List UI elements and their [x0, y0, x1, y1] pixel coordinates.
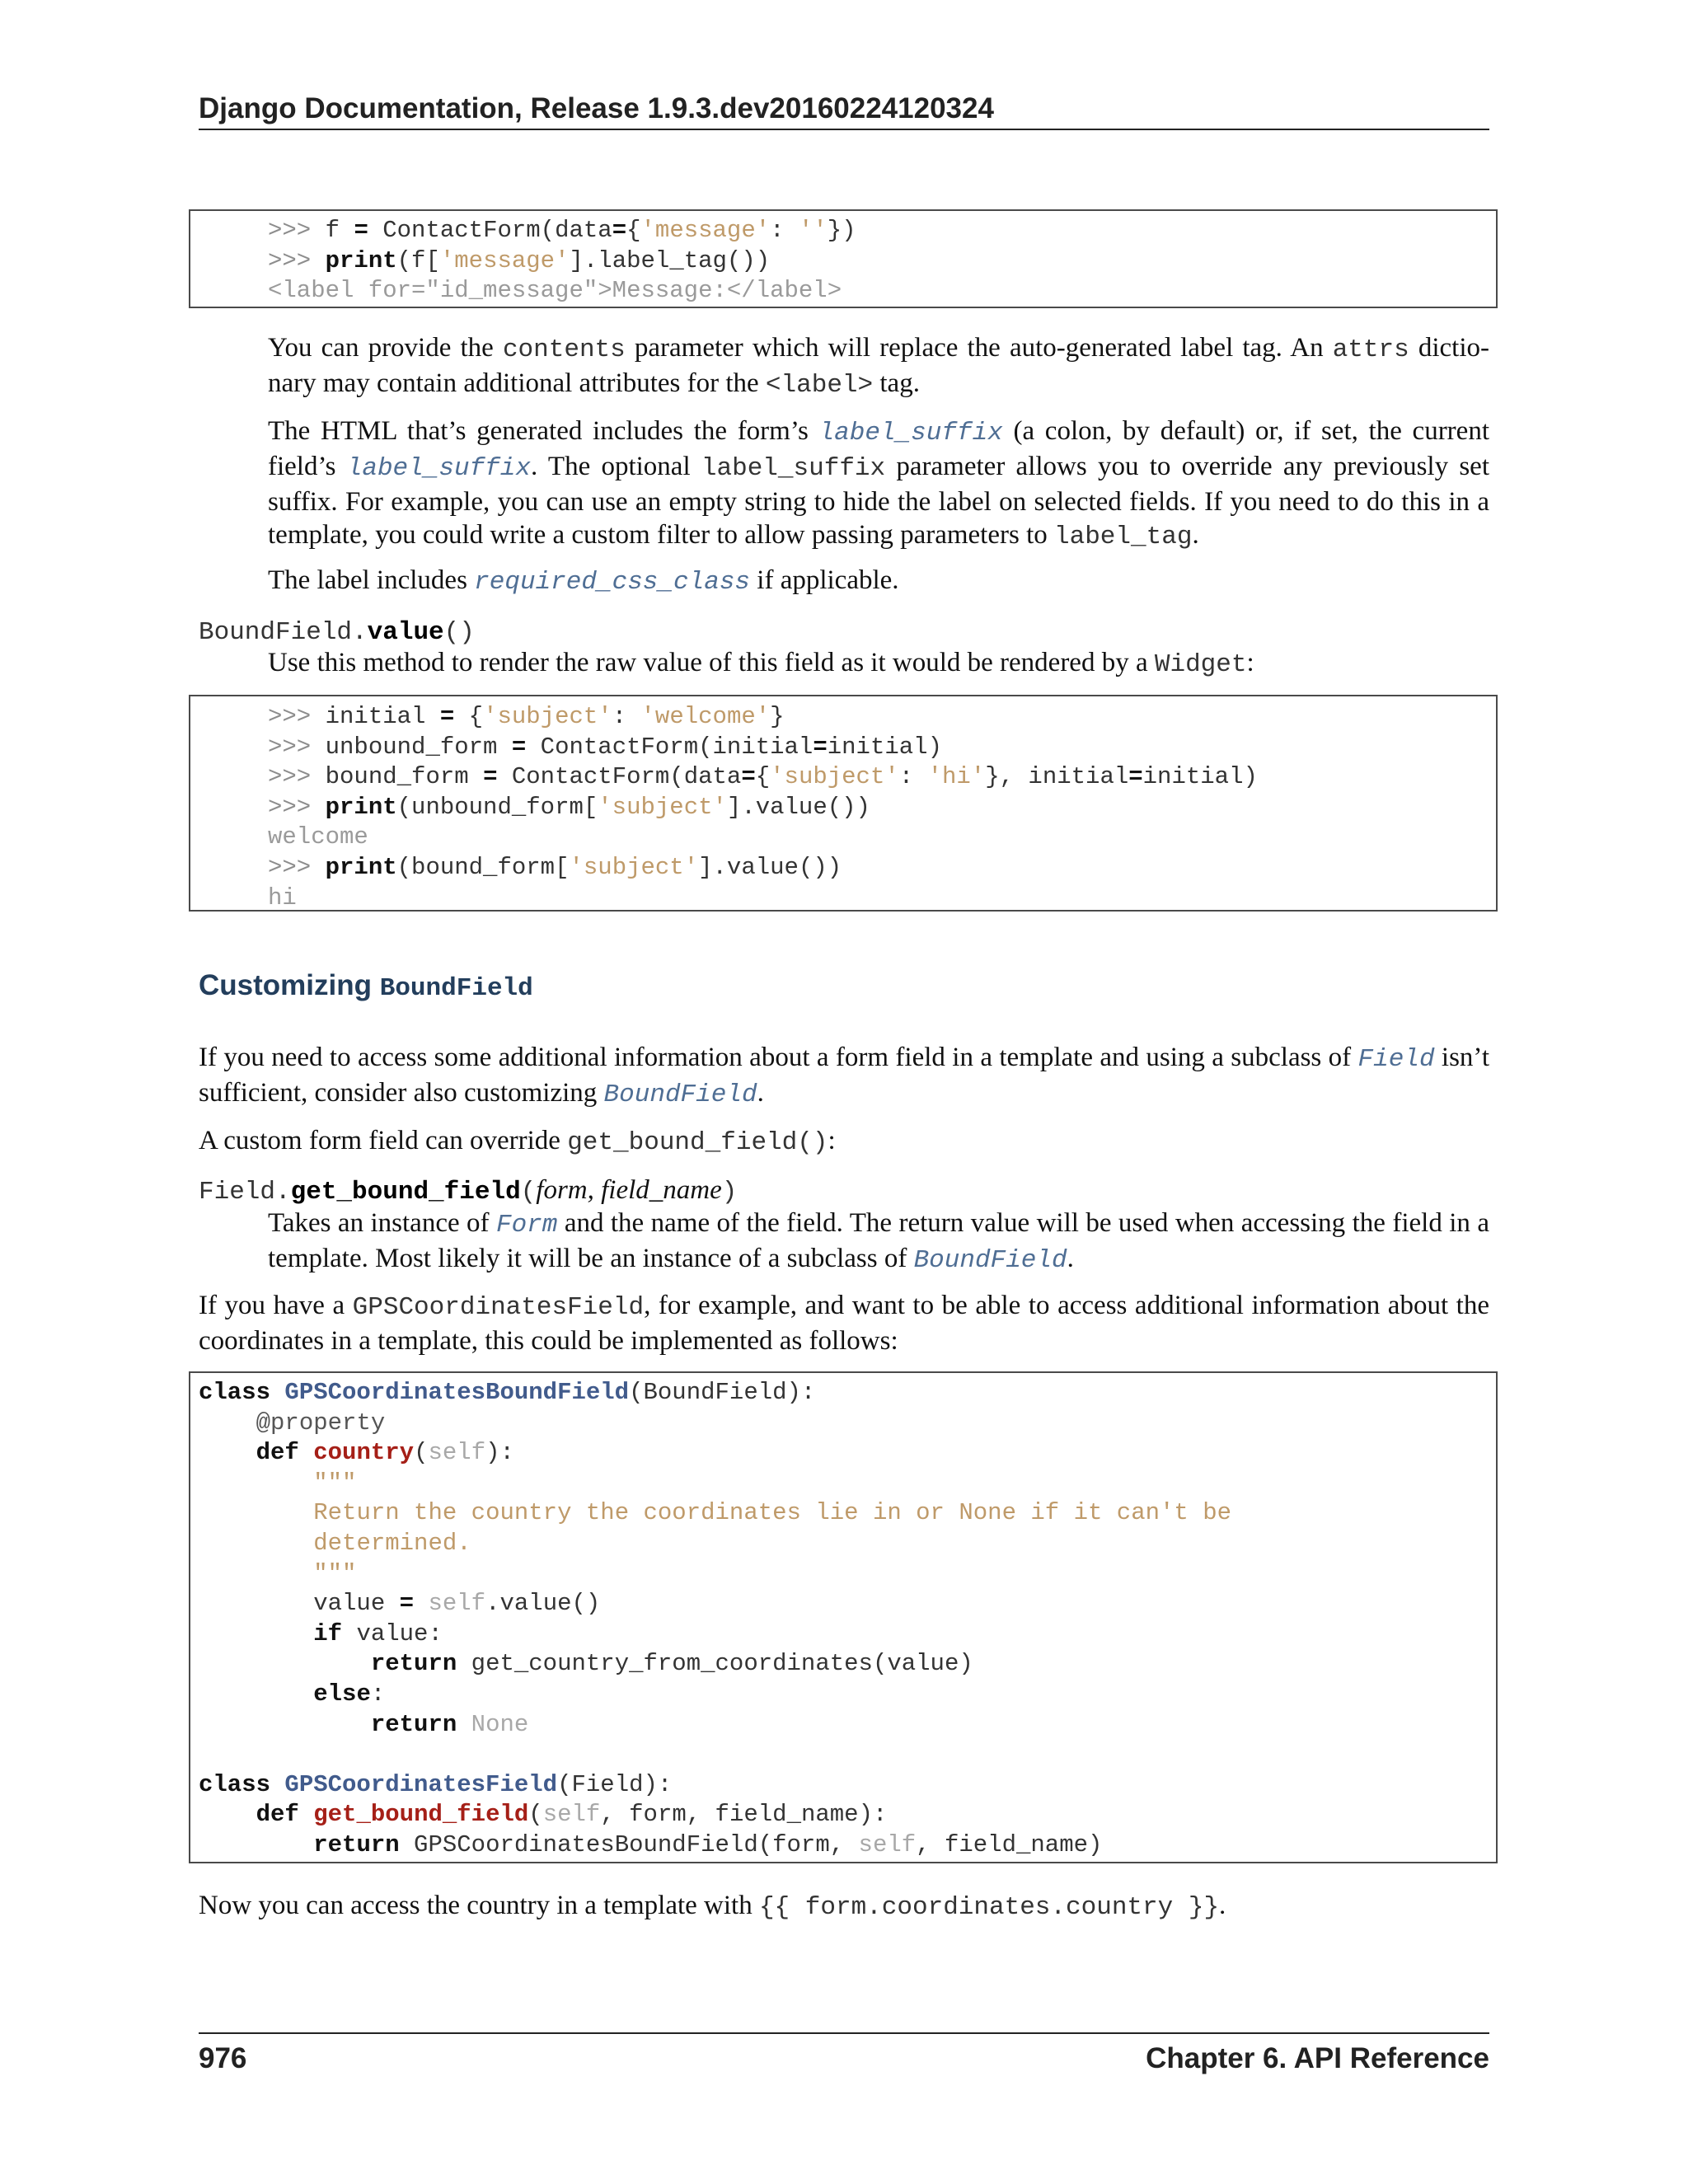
code-token: initial)	[827, 733, 942, 761]
code-token: bound_form	[325, 763, 484, 791]
code-token: =	[813, 733, 828, 761]
code-token: self	[542, 1801, 601, 1829]
code-token: =	[612, 217, 627, 244]
code-line	[190, 793, 1496, 823]
code-token: 'subject'	[483, 703, 612, 730]
code-token	[199, 1831, 313, 1858]
code-token: get_bound_field	[313, 1801, 529, 1829]
code-token: value	[199, 1590, 400, 1618]
code-token: return	[313, 1830, 400, 1858]
code-token: self	[858, 1830, 917, 1858]
code-token: 'message'	[439, 246, 570, 274]
code-token: def	[256, 1801, 299, 1829]
code-token: print	[325, 246, 397, 274]
code-token: value:	[342, 1619, 443, 1647]
code-token	[199, 1560, 313, 1587]
code-token: ].label_tag())	[569, 246, 771, 274]
paragraph-gps-intro: If you have a GPSCoordinatesField, for example, and want to be able to access additional information about the coordinates in a template, this could be implemented as follows:	[199, 1291, 1489, 1356]
code-token: :	[770, 217, 799, 244]
code-token: >>>	[268, 217, 326, 244]
code-token	[199, 1650, 371, 1677]
code-line	[199, 1680, 1496, 1710]
code-token: (	[414, 1439, 429, 1467]
code-token: 'message'	[640, 217, 771, 244]
code-line	[199, 1649, 1496, 1680]
code-token	[199, 1439, 256, 1466]
code-token: {	[454, 703, 484, 730]
paragraph-value-desc: Use this method to render the raw value of this field as it would be rendered by a Widget:	[268, 648, 1254, 679]
code-token: self	[428, 1439, 486, 1467]
code-token	[299, 1801, 313, 1828]
code-token: determined.	[313, 1529, 471, 1557]
code-token: GPSCoordinatesBoundField	[284, 1379, 630, 1406]
code-token: print	[325, 853, 397, 881]
paragraph-access-info: If you need to access some additional information about a form field in a template and using a subclass of Field isn’t sufficient, consider also customizing BoundField.	[199, 1043, 1489, 1109]
code-token: >>>	[268, 793, 326, 821]
code-token: .value()	[485, 1590, 601, 1618]
code-token: 'welcome'	[640, 703, 771, 730]
code-line	[190, 246, 1496, 277]
code-token	[199, 1711, 371, 1738]
link-field[interactable]: Field	[1357, 1045, 1435, 1074]
code-line	[190, 883, 1496, 912]
code-line	[199, 1378, 1496, 1408]
code-token	[299, 1439, 313, 1466]
code-token: 'subject'	[598, 793, 727, 821]
code-line	[199, 1498, 1496, 1529]
code-token: get_country_from_coordinates(value)	[457, 1650, 973, 1678]
code-token: hi	[268, 883, 297, 912]
code-token: >>>	[268, 246, 326, 274]
code-block-label-tag	[189, 209, 1498, 308]
code-line	[190, 216, 1496, 246]
code-token: })	[827, 217, 856, 244]
code-token	[457, 1711, 471, 1738]
code-token: 'hi'	[927, 763, 986, 791]
code-token: @property	[256, 1408, 386, 1436]
code-line	[190, 733, 1496, 763]
code-token: 'subject'	[569, 853, 699, 881]
code-token	[199, 1620, 313, 1647]
code-token: <label for="id_message">Message:</label>	[268, 277, 842, 305]
paragraph-get-bound-field-desc: Takes an instance of Form and the name of the field. The return value will be used when accessing the field in a template. Most likely it will be an instance of a subclass of BoundField.	[268, 1208, 1490, 1275]
link-label-suffix[interactable]: label_suffix	[818, 419, 1003, 448]
code-token: (	[528, 1801, 543, 1829]
code-line	[190, 853, 1496, 883]
code-token: f	[325, 217, 354, 244]
code-line	[199, 1589, 1496, 1619]
paragraph-contents: You can provide the contents parameter which will replace the auto-generated label tag. An attrs dictio-nary may contain additional attributes for the <label> tag.	[268, 333, 1489, 400]
link-required-css-class[interactable]: required_css_class	[474, 568, 751, 597]
signature-get-bound-field: Field.get_bound_field(form, field_name)	[199, 1175, 738, 1207]
code-token: None	[471, 1710, 529, 1738]
code-token: (f[	[396, 246, 440, 274]
signature-boundfield-value: BoundField.value()	[199, 618, 475, 647]
code-token	[270, 1379, 284, 1406]
code-token	[199, 1499, 313, 1526]
code-line	[199, 1740, 1496, 1770]
link-field-label-suffix[interactable]: label_suffix	[346, 454, 531, 483]
code-line	[190, 823, 1496, 853]
code-line	[190, 276, 1496, 307]
code-token: (BoundField):	[629, 1379, 816, 1406]
code-token: }, initial	[985, 763, 1129, 791]
footer-rule	[199, 2032, 1489, 2034]
code-token	[199, 1469, 313, 1497]
running-header: Django Documentation, Release 1.9.3.dev20160224120324	[199, 92, 994, 124]
code-token: >>>	[268, 703, 326, 730]
code-line	[199, 1469, 1496, 1499]
code-token: =	[483, 763, 498, 791]
link-boundfield-2[interactable]: BoundField	[913, 1246, 1067, 1275]
link-form[interactable]: Form	[495, 1211, 558, 1240]
paragraph-required-css: The label includes required_css_class if applicable.	[268, 565, 899, 597]
code-token: ].value())	[726, 793, 870, 821]
code-token: ContactForm(initial	[526, 733, 814, 761]
paragraph-final: Now you can access the country in a template with {{ form.coordinates.country }}.	[199, 1891, 1226, 1922]
code-token: ContactForm(data	[368, 217, 612, 244]
code-token: ].value())	[698, 853, 842, 881]
code-token: initial)	[1142, 763, 1258, 791]
code-token: (Field):	[557, 1770, 673, 1798]
code-token: initial	[325, 703, 440, 730]
code-token: else	[313, 1680, 371, 1708]
code-token: :	[370, 1680, 386, 1708]
code-token: country	[313, 1439, 415, 1467]
code-line	[190, 702, 1496, 733]
code-line	[199, 1438, 1496, 1469]
code-block-value	[189, 695, 1498, 912]
code-token: return	[370, 1710, 457, 1738]
code-token: """	[313, 1469, 357, 1497]
code-line	[199, 1830, 1496, 1861]
code-line	[199, 1559, 1496, 1590]
code-token: (bound_form[	[396, 853, 570, 881]
header-rule	[199, 129, 1489, 130]
code-token: class	[199, 1379, 271, 1406]
code-token: class	[199, 1770, 271, 1798]
code-token: self	[428, 1590, 486, 1618]
code-token: >>>	[268, 733, 326, 761]
code-token	[199, 1801, 256, 1828]
code-token: =	[1128, 763, 1143, 791]
code-token	[199, 1530, 313, 1557]
code-token: >>>	[268, 853, 326, 881]
chapter-label: Chapter 6. API Reference	[1146, 2042, 1489, 2074]
code-token: }	[770, 703, 785, 730]
paragraph-override: A custom form field can override get_bound_field():	[199, 1126, 836, 1157]
code-line	[199, 1710, 1496, 1741]
code-token	[199, 1680, 313, 1708]
code-token: GPSCoordinatesField	[284, 1770, 558, 1798]
code-token: ''	[798, 217, 828, 244]
code-line	[199, 1408, 1496, 1439]
code-token: ContactForm(data	[497, 763, 742, 791]
code-token	[199, 1409, 256, 1436]
code-line	[199, 1800, 1496, 1830]
code-token: {	[755, 763, 771, 791]
code-token: 'subject'	[770, 763, 899, 791]
code-token: , form, field_name):	[600, 1801, 888, 1829]
code-line	[190, 762, 1496, 793]
code-token: {	[626, 217, 641, 244]
code-token: (unbound_form[	[396, 793, 598, 821]
code-line	[199, 1529, 1496, 1559]
section-heading: Customizing BoundField	[199, 969, 533, 1003]
code-token: unbound_form	[325, 733, 512, 761]
code-token: =	[439, 703, 455, 730]
code-token: Return the country the coordinates lie in or None if it can't be	[313, 1499, 1232, 1527]
code-line	[199, 1619, 1496, 1650]
code-token: def	[256, 1439, 299, 1467]
code-token: welcome	[268, 823, 368, 851]
code-token: if	[313, 1619, 343, 1647]
code-token: =	[741, 763, 756, 791]
code-token: :	[898, 763, 928, 791]
code-token: return	[370, 1650, 457, 1678]
link-boundfield[interactable]: BoundField	[603, 1080, 757, 1109]
code-line	[199, 1770, 1496, 1801]
code-token: , field_name)	[916, 1830, 1103, 1858]
paragraph-label-suffix: The HTML that’s generated includes the form’s label_suffix (a colon, by default) or, if set, the current field’s label_suffix. The optional label_suffix parameter allows you to override any previously set suffix. For example, you can use an empty string to hide the label on selected fields. If you need to do this in a template, you could write a custom filter to allow passing parameters to label_tag.	[268, 416, 1489, 551]
code-token: >>>	[268, 763, 326, 791]
code-token	[414, 1590, 428, 1617]
code-token: GPSCoordinatesBoundField(form,	[399, 1830, 859, 1858]
code-token	[270, 1771, 284, 1798]
code-token: """	[313, 1559, 357, 1587]
code-block-gps	[189, 1371, 1498, 1863]
code-token: =	[399, 1590, 415, 1618]
code-token: =	[511, 733, 527, 761]
code-token: print	[325, 793, 397, 821]
page-number: 976	[199, 2042, 247, 2074]
code-token: =	[354, 217, 368, 244]
code-token: ):	[485, 1439, 514, 1467]
code-token: :	[612, 703, 641, 730]
